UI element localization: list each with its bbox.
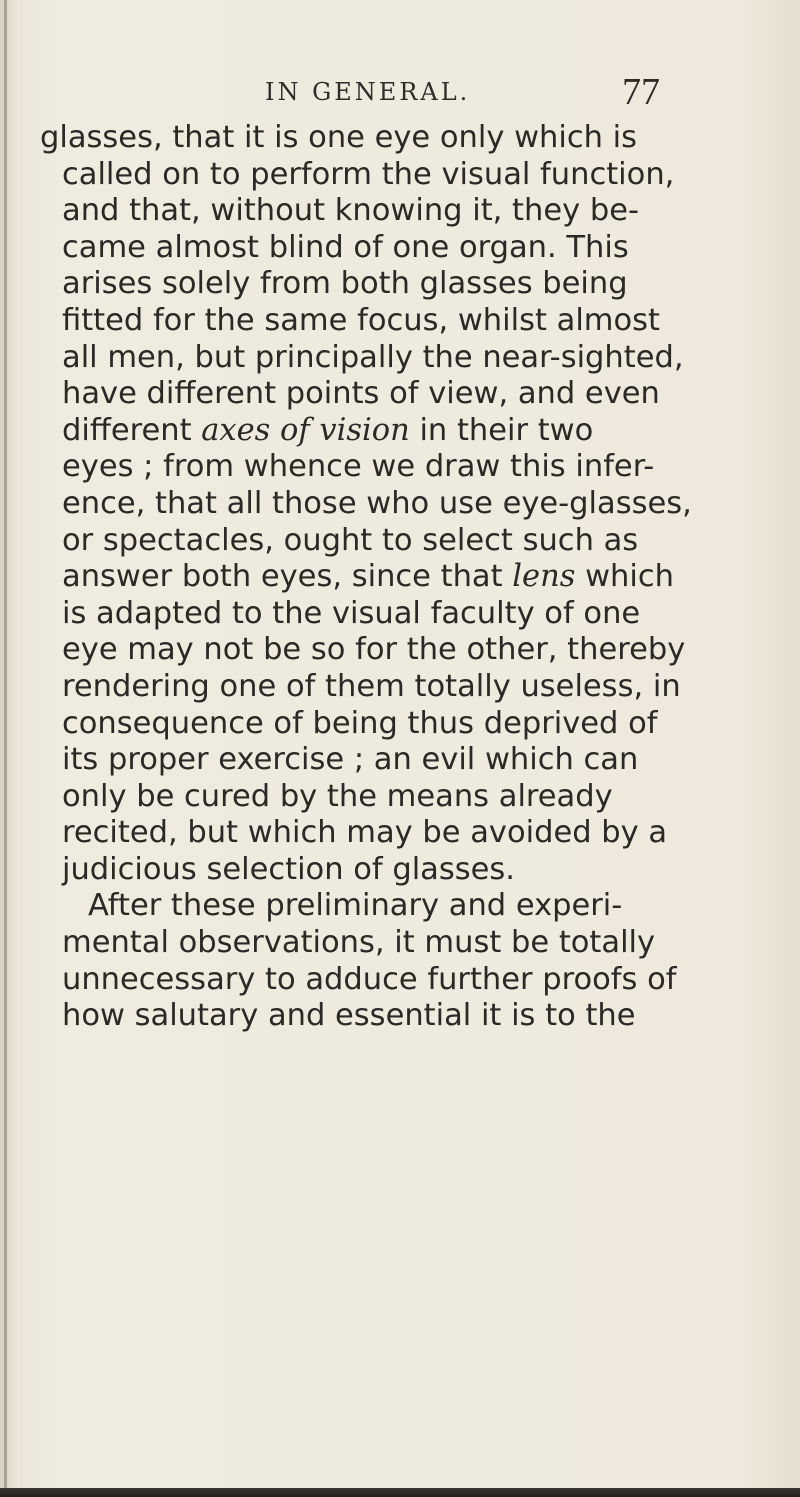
text-line-23: mental observations, it must be totally <box>62 925 656 961</box>
text-line-4: came almost blind of one organ. This <box>62 229 629 265</box>
text-line-14: is adapted to the visual faculty of one <box>62 595 641 631</box>
text-line-25: how salutary and essential it is to the <box>62 998 636 1034</box>
text-line-9 <box>40 413 680 450</box>
text-line-10: eyes ; from whence we draw this infer- <box>62 449 655 485</box>
text-line-6: fitted for the same focus, whilst almost <box>62 302 661 338</box>
text-line-13-end: which <box>575 559 674 595</box>
text-line-13-start: answer both eyes, since that <box>62 559 503 595</box>
text-line-3: and that, without knowing it, they be- <box>62 193 639 229</box>
text-line-21: judicious selection of glasses. <box>62 851 515 887</box>
italic-word-lens: lens <box>512 559 576 595</box>
text-line-12: or spectacles, ought to select such as <box>62 522 639 558</box>
text-line-20: recited, but which may be avoided by a <box>62 815 668 851</box>
page-header <box>0 71 800 118</box>
text-line-13 <box>40 559 680 596</box>
text-line-2: called on to perform the visual function, <box>62 156 675 192</box>
text-line-5: arises solely from both glasses being <box>62 266 628 302</box>
text-line-24: unnecessary to adduce further proofs of <box>62 961 677 997</box>
italic-phrase-axes-of-vision: axes of vision <box>201 412 410 448</box>
page-bottom-edge <box>0 1488 800 1497</box>
text-line-8: have different points of view, and even <box>62 376 660 412</box>
binding-gutter <box>4 0 7 1497</box>
body-text <box>40 120 692 1035</box>
text-line-22: After these preliminary and experi- <box>88 888 623 924</box>
text-line-1: glasses, that it is one eye only which is <box>40 120 638 155</box>
running-head: IN GENERAL. <box>265 78 471 106</box>
text-line-9-end: in their two <box>409 412 594 448</box>
text-line-15: eye may not be so for the other, thereby <box>62 632 686 668</box>
text-line-16: rendering one of them totally useless, in <box>62 668 681 704</box>
page-number: 77 <box>622 71 660 113</box>
text-line-19: only be cured by the means already <box>62 778 613 814</box>
text-line-17: consequence of being thus deprived of <box>62 705 658 741</box>
text-line-11: ence, that all those who use eye-glasses, <box>62 485 692 521</box>
text-line-18: its proper exercise ; an evil which can <box>62 742 639 778</box>
text-line-9-start: different <box>62 412 202 448</box>
text-line-7: all men, but principally the near-sighted, <box>62 339 684 375</box>
